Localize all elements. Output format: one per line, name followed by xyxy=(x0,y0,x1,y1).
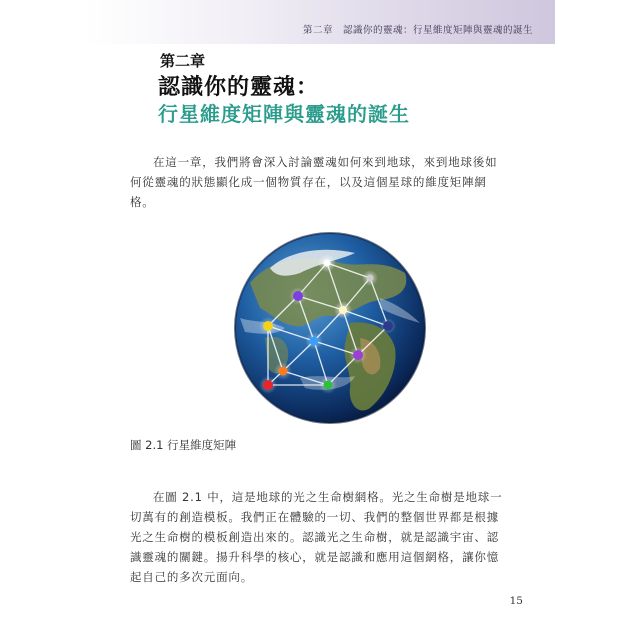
running-head: 第二章 認識你的靈魂：行星維度矩陣與靈魂的誕生 xyxy=(302,25,533,36)
page-number: 15 xyxy=(509,595,523,607)
intro-paragraph xyxy=(130,152,510,212)
intro-line: 格。 xyxy=(130,195,155,209)
chapter-label: 第二章 xyxy=(160,52,206,70)
chapter-title-line-1: 認識你的靈魂： xyxy=(158,74,320,100)
body-line: 切萬有的創造模板。我們正在體驗的一切、我們的整個世界都是根據 xyxy=(130,510,499,524)
intro-line: 何從靈魂的狀態顯化成一個物質存在，以及這個星球的維度矩陣網 xyxy=(130,175,487,189)
body-line: 光之生命樹的模板創造出來的。認識光之生命樹，就是認識宇宙、認 xyxy=(130,530,499,544)
earth-grid-figure xyxy=(230,228,430,428)
body-line: 在圖 2.1 中，這是地球的光之生命樹網格。光之生命樹是地球一 xyxy=(153,490,503,504)
earth-globe-icon xyxy=(230,228,430,428)
body-line: 起自己的多次元面向。 xyxy=(130,570,253,584)
book-page xyxy=(85,0,555,640)
body-paragraph xyxy=(130,487,510,587)
figure-caption: 圖 2.1 行星維度矩陣 xyxy=(130,438,237,452)
intro-line: 在這一章，我們將會深入討論靈魂如何來到地球，來到地球後如 xyxy=(153,155,498,169)
body-line: 識靈魂的關鍵。揚升科學的核心，就是認識和應用這個網格，讓你憶 xyxy=(130,550,499,564)
chapter-title-line-2: 行星維度矩陣與靈魂的誕生 xyxy=(158,102,410,126)
